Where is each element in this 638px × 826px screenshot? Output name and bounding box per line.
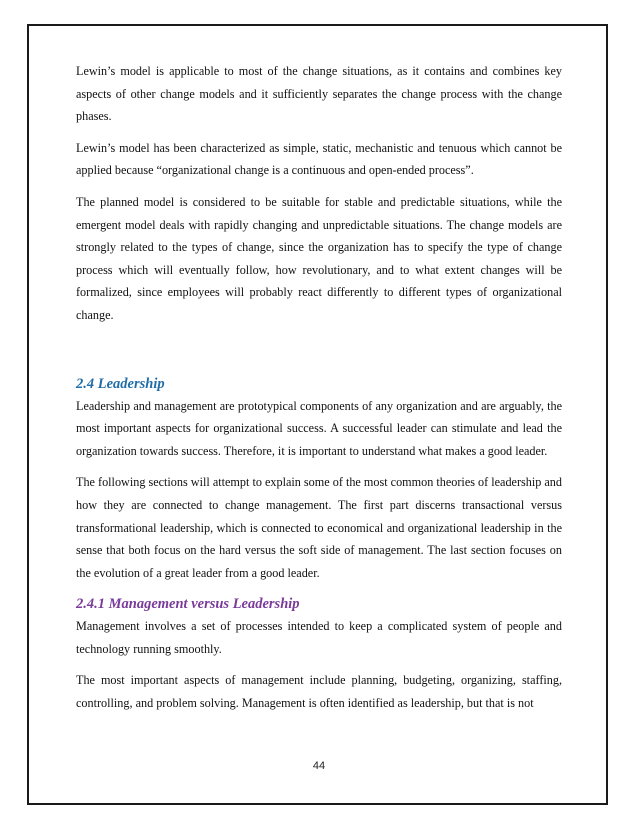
paragraph-lewin-criticism: Lewin’s model has been characterized as simple, static, mechanistic and tenuous which cannot be applied because “organizational change is a continuous and open-ended process”. xyxy=(76,140,562,178)
paragraph-planned-emergent: The planned model is considered to be suitable for stable and predictable situations, while the emergent model deals with rapidly changing and unpredictable situations. The change models are strongly related to the types of change, since the organization has to specify the type of change process which will eventually follow, how revolutionary, and to what extent changes will be formalized, since employees will probably react differently to different types of organizational change. xyxy=(76,194,562,322)
paragraph-leadership-intro: Leadership and management are prototypical components of any organization and are arguably, the most important aspects for organizational success. A successful leader can stimulate and lead the organization towards success. Therefore, it is important to understand what makes a good leader. xyxy=(76,398,562,458)
section-spacer xyxy=(76,336,562,373)
paragraph-management-aspects: The most important aspects of management include planning, budgeting, organizing, staffing, controlling, and problem solving. Management is often identified as leadership, but that is not xyxy=(76,673,562,711)
heading-leadership: 2.4 Leadership xyxy=(76,375,165,392)
heading-management-vs-leadership: 2.4.1 Management versus Leadership xyxy=(76,596,300,613)
paragraph-lewin-applicable: Lewin’s model is applicable to most of the change situations, as it contains and combines key aspects of other change models and it sufficiently separates the change process with the change phases. xyxy=(76,64,562,124)
paragraph-management-definition: Management involves a set of processes intended to keep a complicated system of people and technology running smoothly. xyxy=(76,619,562,656)
page-number: 44 xyxy=(312,760,326,772)
paragraph-leadership-sections: The following sections will attempt to explain some of the most common theories of leadership and how they are connected to change management. The first part discerns transactional versus transformational leadership, which is connected to economical and organizational leadership in the sense that both focus on the hard versus the soft side of management. The last section focuses on the evolution of a great leader from a good leader. xyxy=(76,475,562,580)
page-content xyxy=(76,60,562,724)
